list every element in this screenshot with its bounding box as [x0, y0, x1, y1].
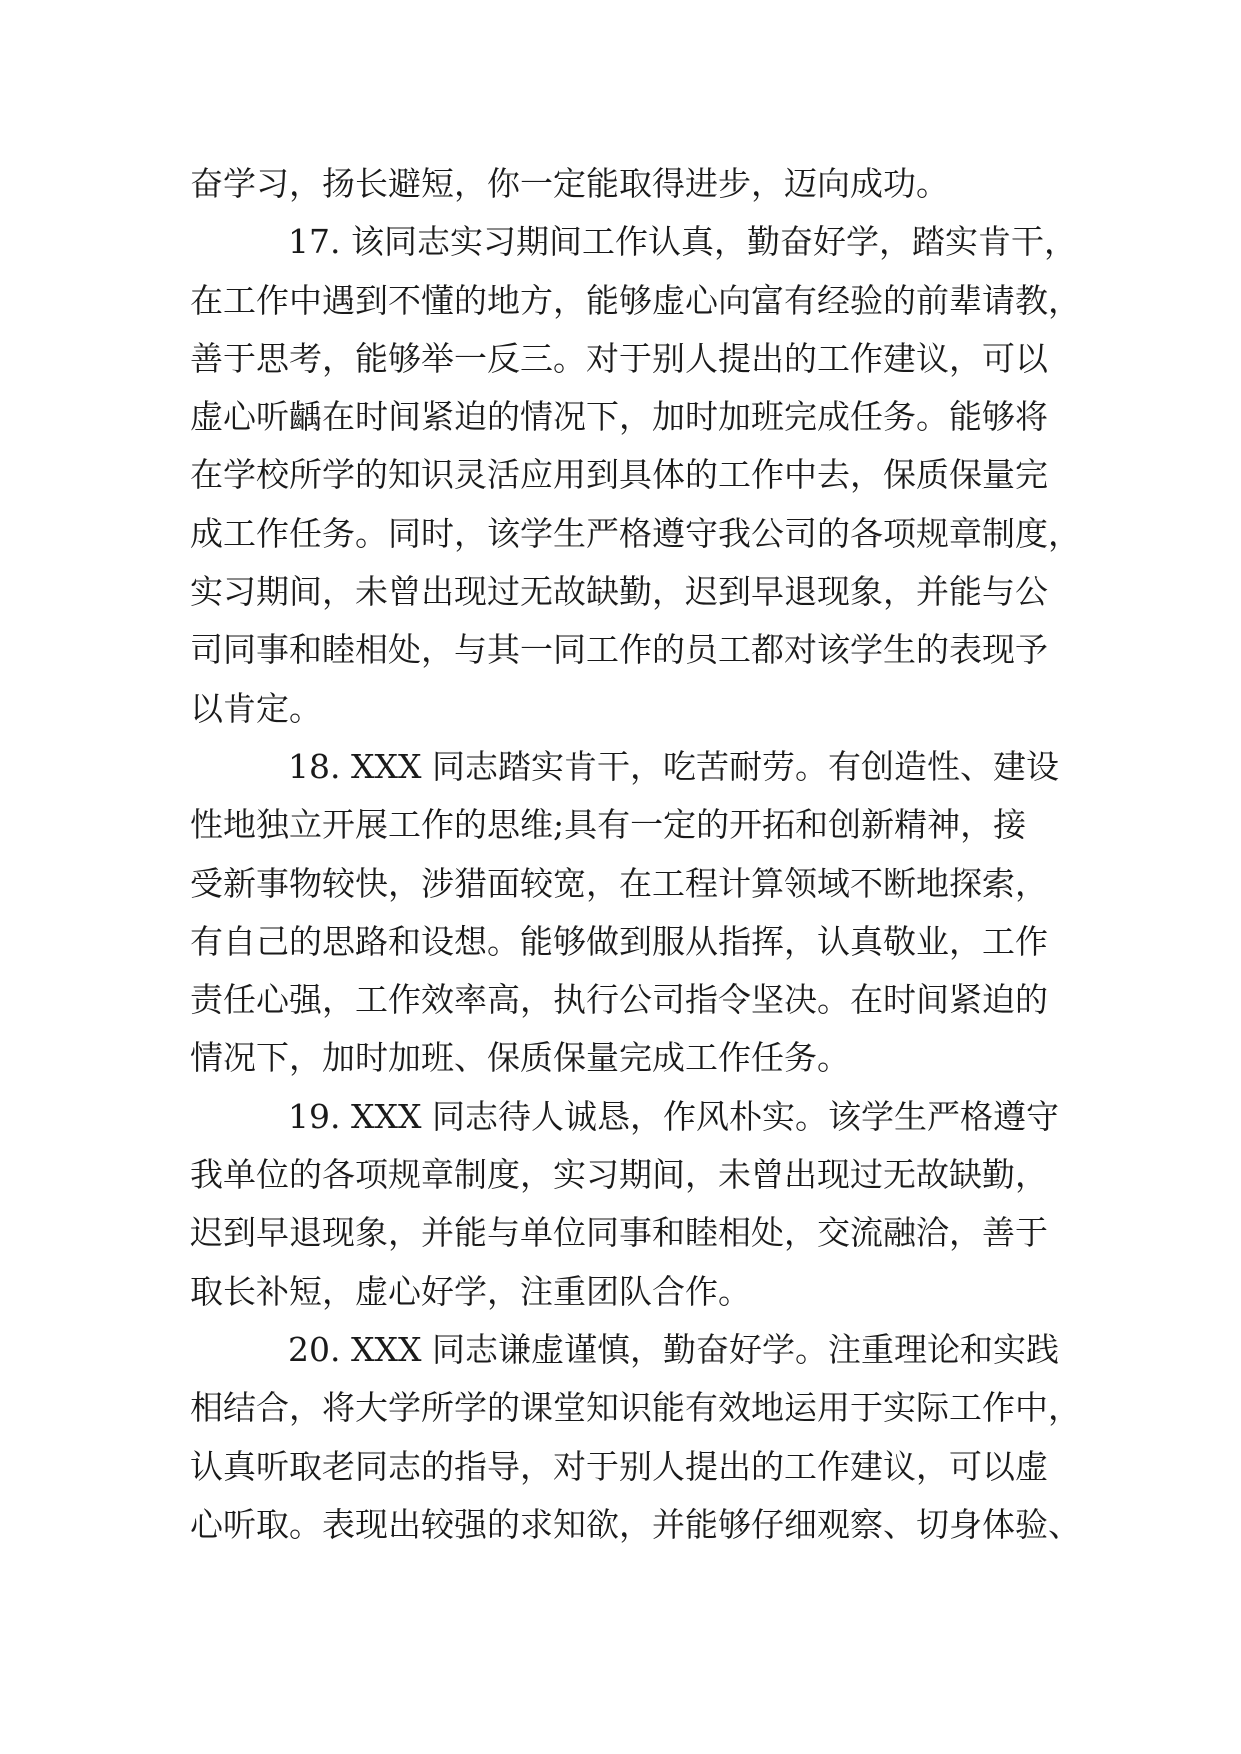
text-line: 以肯定。	[190, 688, 322, 728]
paragraph-first-line: 19. XXX 同志待人诚恳，作风朴实。该学生严格遵守	[288, 1096, 1059, 1136]
text-line: 迟到早退现象，并能与单位同事和睦相处，交流融洽，善于	[190, 1213, 1048, 1253]
text-line: 奋学习，扬长避短，你一定能取得进步，迈向成功。	[190, 164, 949, 203]
paragraph-first-line: 20. XXX 同志谦虚谨慎，勤奋好学。注重理论和实践	[288, 1329, 1059, 1369]
text-line: 司同事和睦相处，与其一同工作的员工都对该学生的表现予	[190, 630, 1048, 670]
text-line: 实习期间，未曾出现过无故缺勤，迟到早退现象，并能与公	[190, 572, 1048, 612]
text-line: 虚心听齲在时间紧迫的情况下，加时加班完成任务。能够将	[190, 397, 1048, 437]
text-line: 有自己的思路和设想。能够做到服从指挥，认真敬业，工作	[190, 921, 1048, 961]
text-line: 善于思考，能够举一反三。对于别人提出的工作建议，可以	[190, 338, 1048, 378]
text-line: 相结合，将大学所学的课堂知识能有效地运用于实际工作中，	[190, 1388, 1081, 1428]
text-line: 责任心强，工作效率高，执行公司指令坚决。在时间紧迫的	[190, 980, 1048, 1020]
text-line: 在学校所学的知识灵活应用到具体的工作中去，保质保量完	[190, 455, 1048, 495]
paragraph-first-line: 18. XXX 同志踏实肯干，吃苦耐劳。有创造性、建设	[288, 746, 1059, 786]
text-line: 心听取。表现出较强的求知欲，并能够仔细观察、切身体验、	[190, 1504, 1081, 1544]
text-line: 情况下，加时加班、保质保量完成工作任务。	[190, 1038, 850, 1078]
body-text	[190, 155, 1081, 1554]
text-line: 取长补短，虚心好学，注重团队合作。	[190, 1271, 751, 1311]
text-line: 在工作中遇到不懂的地方，能够虚心向富有经验的前辈请教，	[190, 280, 1081, 320]
text-line: 认真听取老同志的指导，对于别人提出的工作建议，可以虚	[190, 1446, 1048, 1486]
text-line: 我单位的各项规章制度，实习期间，未曾出现过无故缺勤，	[190, 1155, 1048, 1195]
text-line: 性地独立开展工作的思维;具有一定的开拓和创新精神，接	[190, 805, 1027, 845]
paragraph-first-line: 17. 该同志实习期间工作认真，勤奋好学，踏实肯干，	[288, 222, 1077, 262]
text-line: 受新事物较快，涉猎面较宽，在工程计算领域不断地探索，	[190, 863, 1048, 903]
text-line: 成工作任务。同时，该学生严格遵守我公司的各项规章制度，	[190, 513, 1081, 553]
